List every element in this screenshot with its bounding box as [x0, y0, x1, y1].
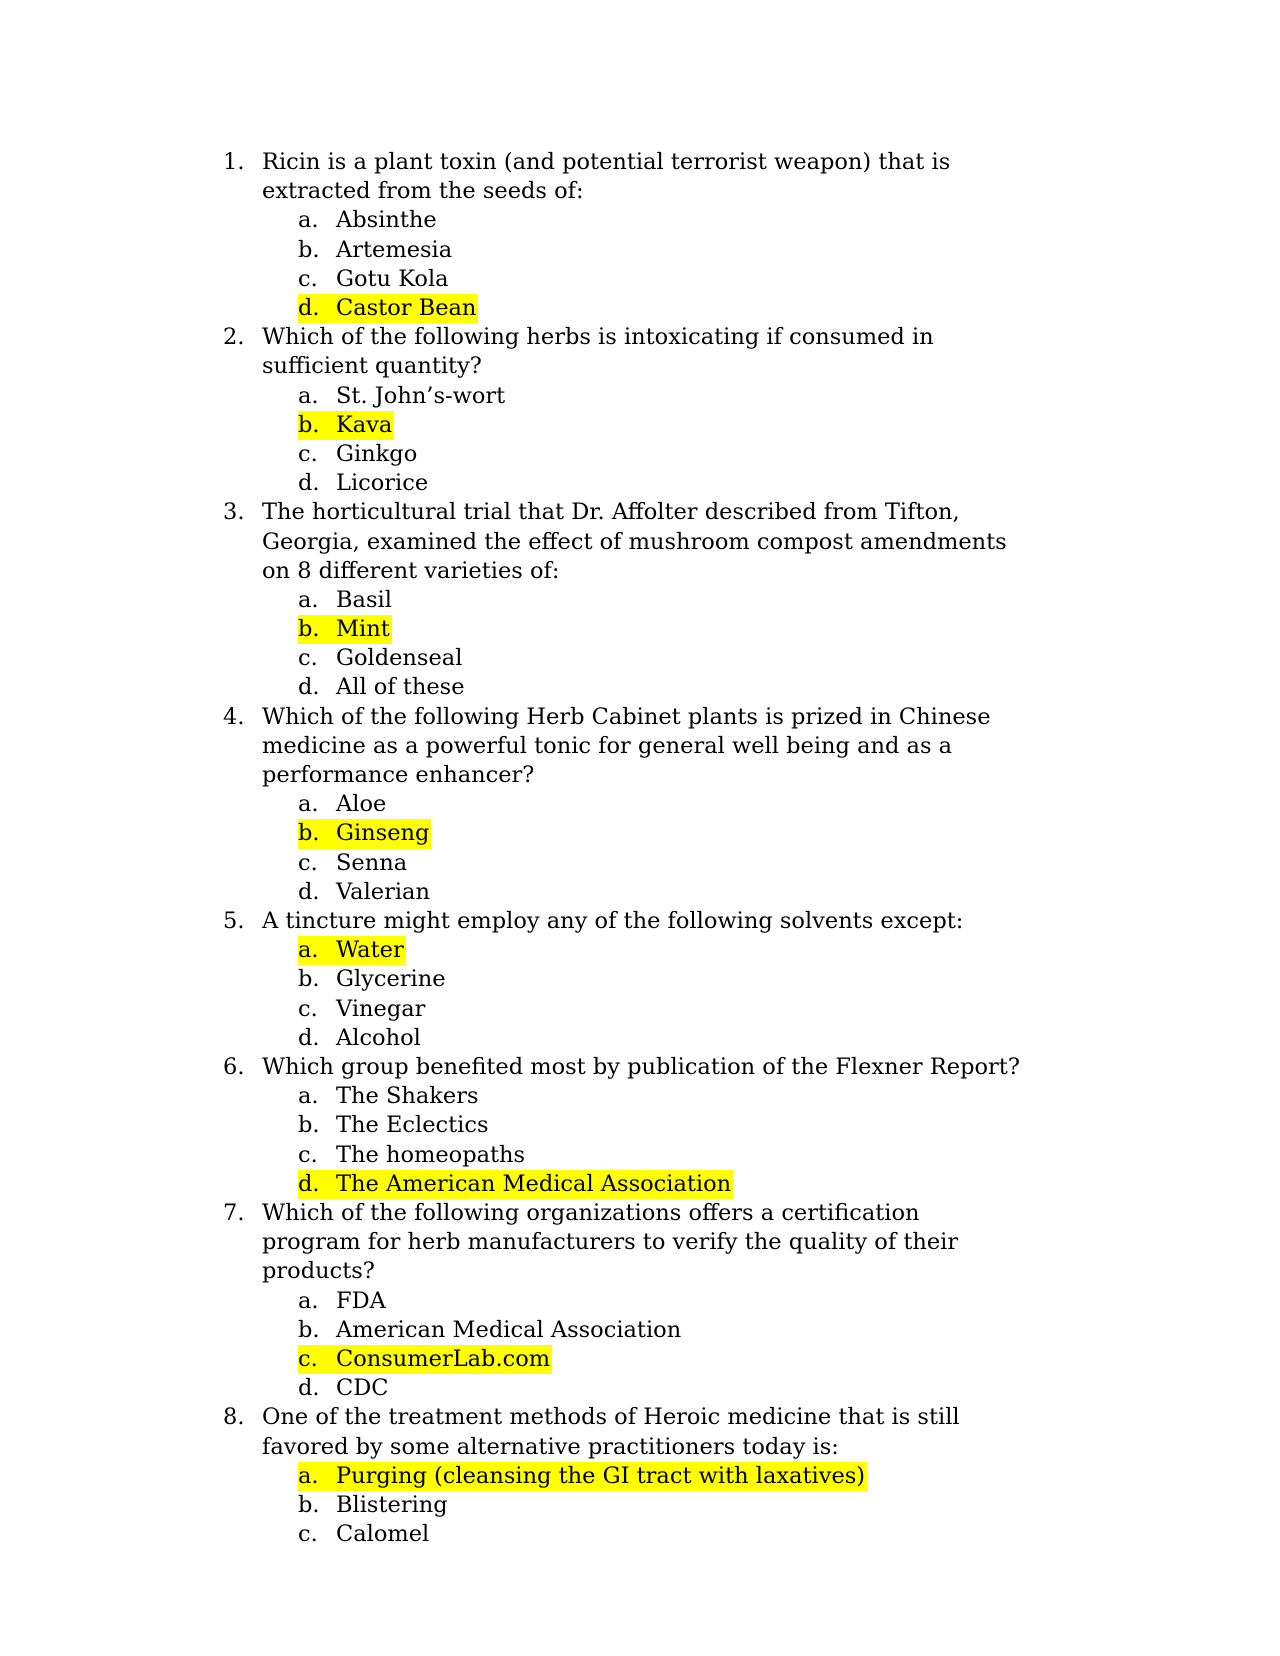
option-letter: d.	[298, 878, 320, 905]
answer-option	[262, 790, 1083, 819]
option-text: Senna	[336, 849, 408, 876]
option-text: Valerian	[336, 878, 430, 905]
answer-content	[298, 1082, 479, 1111]
answer-option-correct	[262, 1170, 1083, 1199]
option-text: CDC	[336, 1375, 389, 1402]
option-letter: d.	[298, 294, 320, 321]
option-letter: c.	[298, 849, 318, 876]
option-text: FDA	[336, 1287, 386, 1314]
option-text: American Medical Association	[336, 1316, 682, 1343]
answer-option	[262, 849, 1083, 878]
answer-option	[262, 965, 1083, 994]
answer-content	[298, 206, 437, 235]
answer-option	[262, 644, 1083, 673]
option-text: Glycerine	[336, 966, 446, 993]
option-letter: b.	[298, 236, 320, 263]
option-text: Blistering	[336, 1491, 448, 1518]
answer-content	[298, 878, 430, 907]
option-letter: b.	[298, 820, 320, 847]
answer-content	[298, 790, 386, 819]
question-number: 7.	[223, 1199, 245, 1226]
answer-content	[298, 1316, 681, 1345]
question-number: 6.	[223, 1053, 245, 1080]
option-text: Water	[336, 937, 404, 964]
answer-option	[262, 206, 1083, 235]
option-text: Aloe	[336, 791, 387, 818]
quiz-question-list	[223, 148, 1083, 1549]
answer-content	[298, 1520, 429, 1549]
option-text: Kava	[336, 411, 393, 438]
option-text: Ginseng	[336, 820, 430, 847]
option-letter: d.	[298, 1024, 320, 1051]
answer-option	[262, 440, 1083, 469]
answer-content	[298, 382, 505, 411]
answer-content	[298, 440, 417, 469]
answer-highlight	[298, 294, 478, 323]
option-letter: a.	[298, 207, 319, 234]
answer-content	[298, 673, 465, 702]
answer-option	[262, 1111, 1083, 1140]
option-text: Purging (cleansing the GI tract with laxatives)	[336, 1462, 866, 1489]
answer-content	[298, 236, 452, 265]
option-letter: b.	[298, 1491, 320, 1518]
answer-option	[262, 1374, 1083, 1403]
option-text: Mint	[336, 616, 390, 643]
answer-option	[262, 1287, 1083, 1316]
option-text: Artemesia	[336, 236, 453, 263]
answer-highlight	[298, 936, 406, 965]
answer-highlight	[298, 1462, 867, 1491]
question-number: 3.	[223, 499, 245, 526]
answer-highlight	[298, 1345, 552, 1374]
answer-highlight	[298, 1170, 733, 1199]
answer-options	[262, 1287, 1083, 1404]
option-letter: a.	[298, 382, 319, 409]
answer-option	[262, 1316, 1083, 1345]
question-item	[223, 323, 1083, 498]
option-letter: c.	[298, 1345, 318, 1372]
answer-highlight	[298, 411, 394, 440]
answer-option	[262, 469, 1083, 498]
option-text: Ginkgo	[336, 440, 418, 467]
question-text: The horticultural trial that Dr. Affolter described from Tifton, Georgia, examined the effect of mushroom compost amendments on 8 different varieties of:	[262, 499, 1007, 584]
option-letter: d.	[298, 1375, 320, 1402]
question-item	[223, 703, 1083, 907]
option-letter: c.	[298, 995, 318, 1022]
question-text: Which of the following Herb Cabinet plants is prized in Chinese medicine as a powerful tonic for general well being and as a performance enhancer?	[262, 703, 991, 789]
answer-content	[298, 1287, 386, 1316]
answer-options	[262, 936, 1083, 1053]
option-text: Licorice	[336, 470, 429, 497]
question-text: Ricin is a plant toxin (and potential terrorist weapon) that is extracted from the seeds of:	[262, 149, 951, 205]
option-letter: b.	[298, 411, 320, 438]
answer-options	[262, 206, 1083, 323]
question-item	[223, 148, 1083, 323]
question-number: 4.	[223, 703, 245, 730]
option-letter: b.	[298, 1112, 320, 1139]
option-text: The Eclectics	[336, 1112, 489, 1139]
option-letter: c.	[298, 645, 318, 672]
option-text: Gotu Kola	[336, 265, 449, 292]
answer-option	[262, 1024, 1083, 1053]
option-letter: c.	[298, 440, 318, 467]
option-letter: d.	[298, 470, 320, 497]
answer-content	[298, 265, 449, 294]
answer-options	[262, 1082, 1083, 1199]
answer-option	[262, 586, 1083, 615]
answer-content	[298, 644, 462, 673]
answer-highlight	[298, 615, 392, 644]
question-number: 1.	[223, 149, 245, 175]
option-text: St. John’s-wort	[336, 382, 506, 409]
option-text: ConsumerLab.com	[336, 1345, 551, 1372]
answer-option-correct	[262, 615, 1083, 644]
answer-option	[262, 1491, 1083, 1520]
answer-content	[298, 1141, 525, 1170]
answer-option	[262, 265, 1083, 294]
answer-content	[298, 1374, 388, 1403]
answer-option	[262, 382, 1083, 411]
option-letter: a.	[298, 1462, 319, 1489]
question-text: Which of the following organizations offers a certification program for herb manufacturers to verify the quality of their products?	[262, 1199, 959, 1285]
question-item	[223, 1053, 1083, 1199]
answer-options	[262, 382, 1083, 499]
option-letter: a.	[298, 1083, 319, 1110]
answer-content	[298, 1024, 421, 1053]
option-text: Castor Bean	[336, 294, 477, 321]
question-item	[223, 498, 1083, 702]
answer-option	[262, 995, 1083, 1024]
question-text: A tincture might employ any of the following solvents except:	[262, 908, 964, 935]
answer-content	[298, 1491, 448, 1520]
question-number: 8.	[223, 1404, 245, 1431]
answer-option	[262, 236, 1083, 265]
option-letter: a.	[298, 791, 319, 818]
answer-content	[298, 849, 407, 878]
option-text: Alcohol	[336, 1024, 421, 1051]
option-letter: d.	[298, 1170, 320, 1197]
option-text: Vinegar	[336, 995, 426, 1022]
question-item	[223, 1403, 1083, 1549]
option-letter: b.	[298, 966, 320, 993]
option-text: The Shakers	[336, 1083, 479, 1110]
question-text: Which group benefited most by publication of the Flexner Report?	[262, 1053, 1020, 1080]
option-text: Goldenseal	[336, 645, 463, 672]
question-item	[223, 907, 1083, 1053]
answer-option-correct	[262, 936, 1083, 965]
option-letter: c.	[298, 1521, 318, 1548]
answer-option	[262, 1520, 1083, 1549]
answer-option-correct	[262, 1345, 1083, 1374]
option-letter: d.	[298, 674, 320, 701]
answer-option	[262, 1141, 1083, 1170]
option-text: The homeopaths	[336, 1141, 526, 1168]
option-text: All of these	[336, 674, 465, 701]
option-letter: c.	[298, 1141, 318, 1168]
answer-options	[262, 1462, 1083, 1550]
answer-option-correct	[262, 819, 1083, 848]
question-text: One of the treatment methods of Heroic medicine that is still favored by some alternative practitioners today is:	[262, 1404, 960, 1460]
option-text: Absinthe	[336, 207, 437, 234]
answer-option-correct	[262, 294, 1083, 323]
question-text: Which of the following herbs is intoxicating if consumed in sufficient quantity?	[262, 324, 934, 380]
option-text: The American Medical Association	[336, 1170, 732, 1197]
answer-option	[262, 673, 1083, 702]
option-letter: a.	[298, 586, 319, 613]
answer-option	[262, 878, 1083, 907]
option-text: Calomel	[336, 1521, 430, 1548]
option-letter: a.	[298, 1287, 319, 1314]
option-letter: c.	[298, 265, 318, 292]
answer-content	[298, 1111, 489, 1140]
option-letter: a.	[298, 937, 319, 964]
option-text: Basil	[336, 586, 392, 613]
answer-option	[262, 1082, 1083, 1111]
option-letter: b.	[298, 1316, 320, 1343]
question-number: 5.	[223, 908, 245, 935]
question-item	[223, 1199, 1083, 1403]
answer-content	[298, 965, 446, 994]
question-number: 2.	[223, 324, 245, 351]
answer-content	[298, 995, 425, 1024]
answer-options	[262, 586, 1083, 703]
answer-option-correct	[262, 411, 1083, 440]
option-letter: b.	[298, 616, 320, 643]
answer-options	[262, 790, 1083, 907]
answer-content	[298, 469, 428, 498]
answer-option-correct	[262, 1462, 1083, 1491]
answer-content	[298, 586, 392, 615]
answer-highlight	[298, 819, 431, 848]
